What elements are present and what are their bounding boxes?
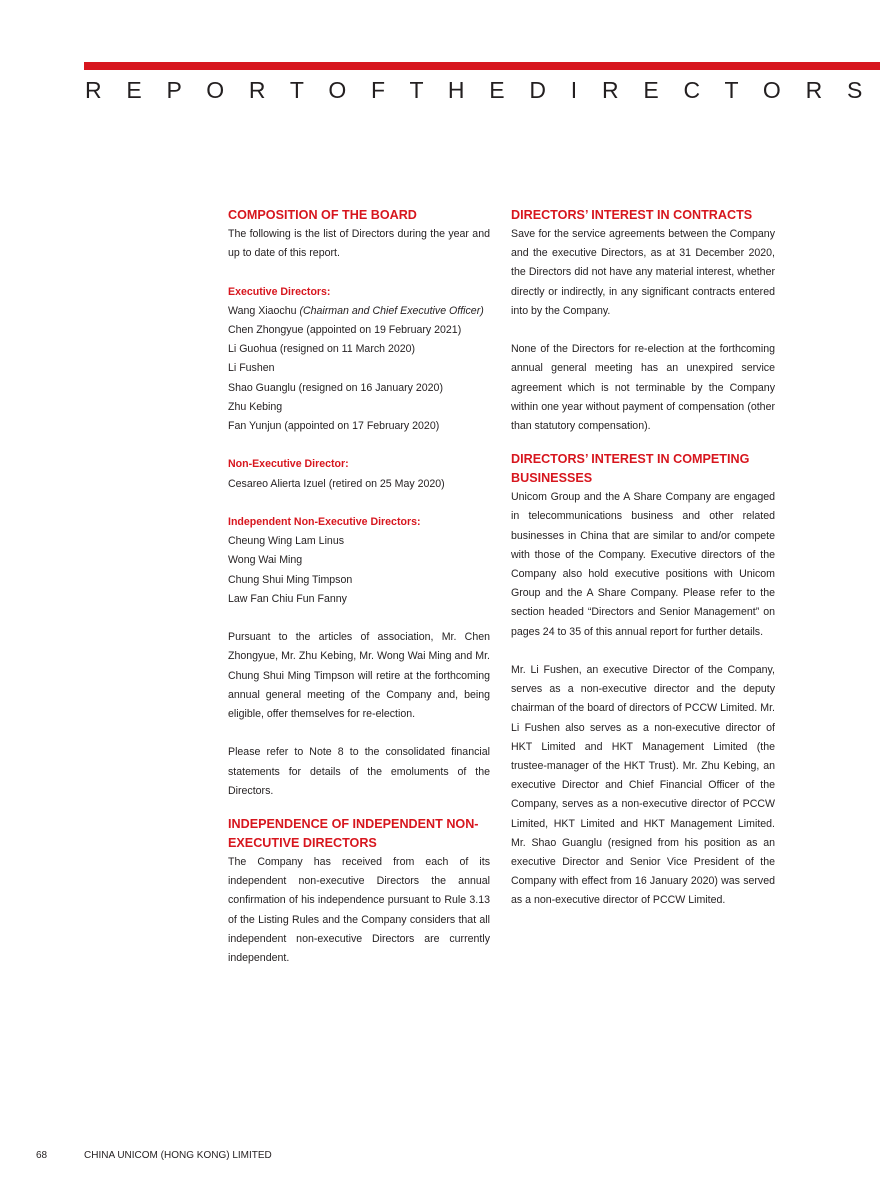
executive-director-item [228, 302, 490, 321]
ined-item: Cheung Wing Lam Linus [228, 535, 345, 548]
ined-label: Independent Non-Executive Directors: [228, 516, 421, 528]
competing-paragraph-2: Mr. Li Fushen, an executive Director of the Company, serves as a non-executive director and the deputy chairman of the board of directors of PCCW Limited. Mr. Li Fushen also serves as a non-executive director of HKT Limited and HKT Management Limited (the trustee-manager of the HKT Trust). Mr. Zhu Kebing, an executive Director and Chief Financial Officer of the Company, serves as a non-executive director of PCCW Limited, HKT Limited and HKT Management Limited. Mr. Shao Guanglu (resigned from his position as an executive Director and Senior Vice President of the Company with effect from 16 January 2020) was served as a non-executive director of PCCW Limited. [511, 664, 775, 907]
executive-director-item: Zhu Kebing [228, 400, 283, 413]
composition-intro: The following is the list of Directors during the year and up to date of this report. [228, 228, 490, 260]
executive-director-item: Chen Zhongyue (appointed on 19 February 2021) [228, 324, 462, 336]
independence-heading: INDEPENDENCE OF INDEPENDENT NON-EXECUTIVE DIRECTORS [228, 817, 479, 851]
right-column [511, 206, 775, 911]
non-executive-director-item: Cesareo Alierta Izuel (retired on 25 May 2020) [228, 477, 445, 490]
executive-director-item: Li Fushen [228, 362, 275, 375]
ined-item: Chung Shui Ming Timpson [228, 573, 353, 586]
footer-company-name: CHINA UNICOM (HONG KONG) LIMITED [84, 1150, 272, 1161]
page-number: 68 [36, 1150, 48, 1161]
executive-director-item: Shao Guanglu (resigned on 16 January 2020) [228, 381, 443, 394]
left-column [228, 206, 490, 968]
director-role: (Chairman and Chief Executive Officer) [299, 304, 484, 317]
director-name: Wang Xiaochu [228, 304, 297, 317]
page-title: R E P O R T O F T H E D I R E C T O R S [85, 77, 872, 103]
executive-directors-label: Executive Directors: [228, 285, 331, 298]
ined-item: Law Fan Chiu Fun Fanny [228, 592, 347, 605]
contracts-paragraph-2: None of the Directors for re-election at the forthcoming annual general meeting has an unexpired service agreement which is not terminable by the Company within one year without payment of compensation (other than statutory compensation). [511, 343, 775, 433]
composition-heading: COMPOSITION OF THE BOARD [228, 208, 417, 222]
contracts-paragraph-1: Save for the service agreements between the Company and the executive Directors, as at 31 December 2020, the Directors did not have any material interest, whether directly or indirectly, in any significant contracts entered into by the Company. [511, 228, 775, 317]
non-executive-director-label: Non-Executive Director: [228, 458, 349, 471]
contracts-heading: DIRECTORS’ INTEREST IN CONTRACTS [511, 208, 753, 222]
independence-paragraph: The Company has received from each of its independent non-executive Directors the annual confirmation of his independence pursuant to Rule 3.13 of the Listing Rules and the Company considers that all independent non-executive Directors are currently independent. [228, 856, 490, 965]
emoluments-note-paragraph: Please refer to Note 8 to the consolidated financial statements for details of the emoluments of the Directors. [228, 746, 490, 797]
re-election-paragraph: Pursuant to the articles of association, Mr. Chen Zhongyue, Mr. Zhu Kebing, Mr. Wong Wai Ming and Mr. Chung Shui Ming Timpson will retire at the forthcoming annual general meeting of the Company and, being eligible, offer themselves for re-election. [228, 631, 490, 721]
executive-director-item: Fan Yunjun (appointed on 17 February 2020) [228, 420, 440, 433]
competing-businesses-heading: DIRECTORS’ INTEREST IN COMPETING BUSINESSES [511, 452, 750, 486]
ined-item: Wong Wai Ming [228, 554, 303, 567]
header-red-bar [84, 62, 880, 70]
executive-director-item: Li Guohua (resigned on 11 March 2020) [228, 343, 416, 356]
competing-paragraph-1: Unicom Group and the A Share Company are engaged in telecommunications business and other related businesses in China that are similar to and/or compete with those of the Company. Executive directors of the Company also hold executive positions with Unicom Group and the A Share Company. Please refer to the section headed “Directors and Senior Management” on pages 24 to 35 of this annual report for further details. [511, 491, 775, 638]
